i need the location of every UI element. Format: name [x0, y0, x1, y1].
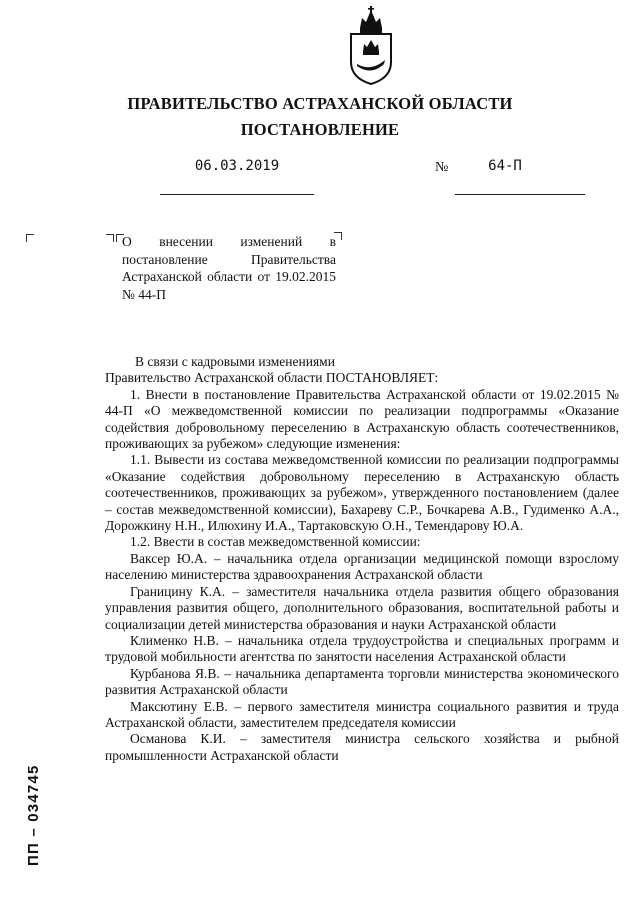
subject-corner-mark-left-outer [106, 234, 114, 242]
body-paragraph: В связи с кадровыми изменениями [135, 354, 335, 369]
body-paragraph: Клименко Н.В. – начальника отдела трудоустройства и специальных программ и трудовой мобильности агентства по занятости населения Астраханской области [105, 632, 619, 665]
org-title: ПРАВИТЕЛЬСТВО АСТРАХАНСКОЙ ОБЛАСТИ [127, 94, 513, 113]
crown-icon [360, 6, 382, 33]
serial-number [22, 728, 44, 868]
document-date: 06.03.2019 [194, 158, 280, 174]
document-body [105, 354, 619, 764]
document-number: 64-П [488, 158, 522, 174]
body-paragraph: Османова К.И. – заместителя министра сельского хозяйства и рыбной промышленности Астраханской области [105, 731, 619, 763]
number-underline [455, 176, 585, 195]
serial-number-text: ПП – 034745 [25, 764, 42, 866]
body-paragraph: Максютину Е.В. – первого заместителя министра социального развития и труда Астраханской области, заместителем председателя комиссии [105, 698, 619, 730]
document-type: ПОСТАНОВЛЕНИЕ [240, 120, 400, 139]
margin-corner-mark [26, 234, 34, 242]
body-paragraph: Правительство Астраханской области ПОСТАНОВЛЯЕТ: [105, 370, 439, 386]
body-paragraph: 1.1. Вывести из состава межведомственной комиссии по реализации подпрограммы «Оказание содействия добровольному переселению в Астраханскую область соотечественников, проживающих за рубежом», утвержденного постановлением (далее – состав межведомственной комиссии), Бахареву С.Р., Бочкарева А.В., Гудименко А.А., Дорожкину Н.Н., Илюхину И.А., Тартаковскую О.Н., Темендарову Ю.А. [105, 452, 619, 534]
document-subject: О внесении изменений в постановление Правительства Астраханской области от 19.02.2015 № 44-П [122, 234, 336, 302]
body-paragraph: Ваксер Ю.А. – начальника отдела организации медицинской помощи взрослому населению министерства здравоохранения Астраханской области [105, 550, 619, 583]
number-label: № [435, 160, 449, 175]
body-paragraph: 1. Внести в постановление Правительства Астраханской области от 19.02.2015 № 44-П «О межведомственной комиссии по реализации подпрограммы «Оказание содействия добровольному переселению в Астраханскую область соотечественников, проживающих за рубежом» следующие изменения: [105, 386, 619, 452]
body-paragraph: Границину К.А. – заместителя начальника отдела развития общего образования управления развития общего, дополнительного образования, воспитательной работы и социализации детей министерства образования и науки Астраханской области [105, 583, 619, 632]
date-underline [160, 176, 314, 195]
body-paragraph: Курбанова Я.В. – начальника департамента торговли министерства экономического развития Астраханской области [105, 665, 619, 698]
body-paragraph: 1.2. Ввести в состав межведомственной комиссии: [130, 534, 421, 550]
coat-of-arms-emblem [348, 6, 394, 86]
